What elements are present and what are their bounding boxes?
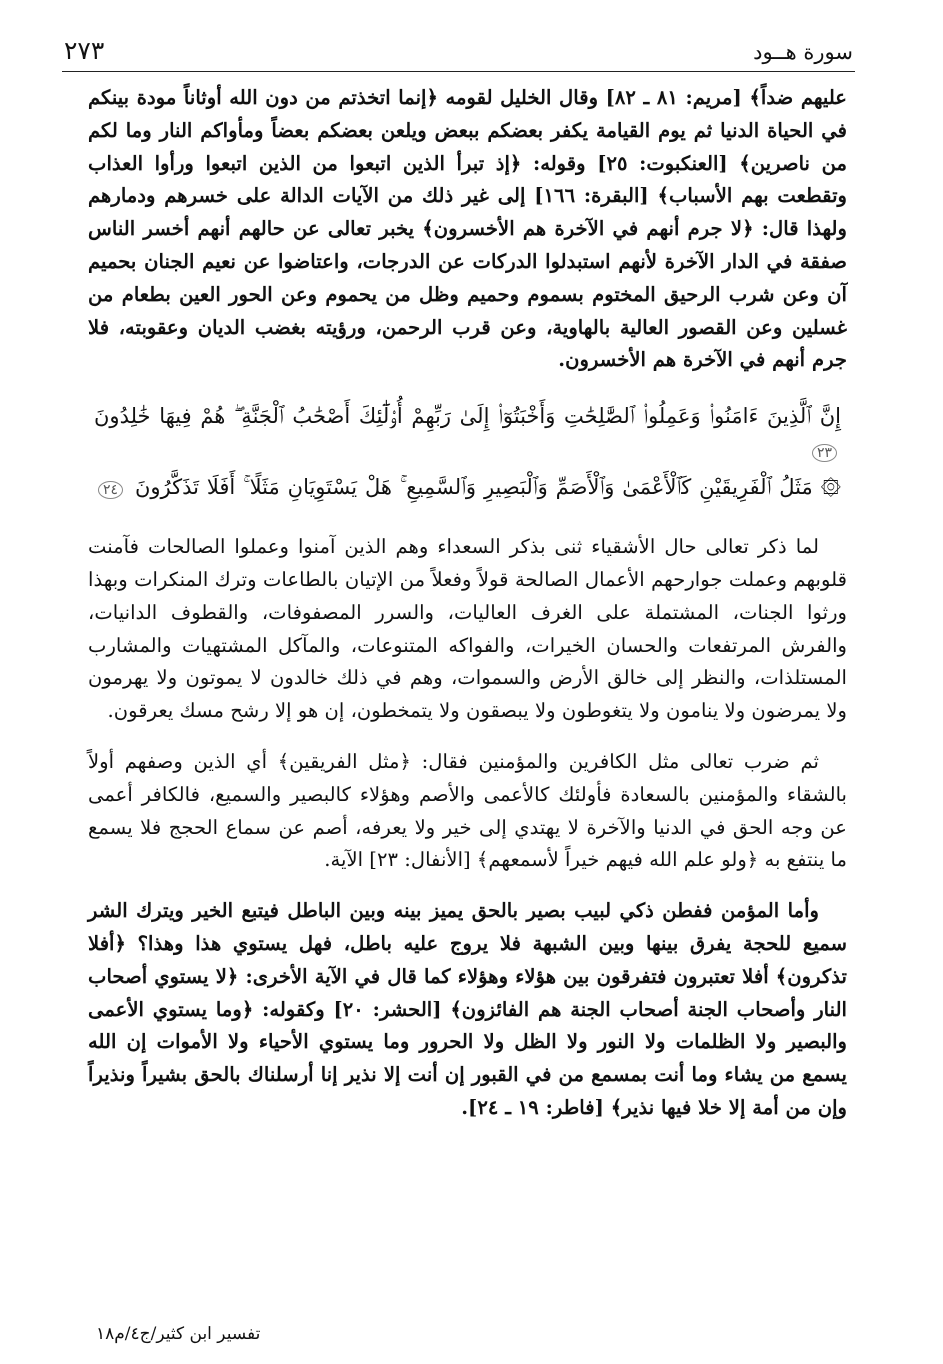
paragraph-4: وأما المؤمن ففطن ذكي لبيب بصير بالحق يميز بينه وبين الباطل فيتبع الخير ويترك الشر سميع للحجة يفرق بينها وبين الشبهة فلا يروج عليه باطل، فهل يستوي هذا وهذا؟ ﴿أفلا تذكرون﴾ أفلا تعتبرون فتفرقون بين هؤلاء وهؤلاء كما قال في الآية الأخرى: ﴿لا يستوي أصحاب النار وأصحاب الجنة أصحاب الجنة هم الفائزون﴾ [الحشر: ٢٠] وكقوله: ﴿وما يستوي الأعمى والبصير ولا الظلمات ولا النور ولا الظل ولا الحرور وما يستوي الأحياء ولا الأموات إن الله يسمع من يشاء وما أنت بمسمع من في القبور إن أنت إلا نذير إنا أرسلناك بالحق بشيراً ونذيراً وإن من أمة إلا خلا فيها نذير﴾ [فاطر: ١٩ ـ ٢٤]. [88,899,847,1119]
page-body [88,82,847,1125]
paragraph-2: لما ذكر تعالى حال الأشقياء ثنى بذكر السعداء وهم الذين آمنوا وعملوا الصالحات فآمنت قلوبهم وعملت جوارحهم الأعمال الصالحة قولاً وفعلاً من الإتيان بالطاعات وترك المنكرات وبهذا ورثوا الجنات، المشتملة على الغرف العاليات، والسرر المصفوفات، والقطوف الدانيات، والفرش المرتفعات والحسان الخيرات، والفواكه المتنوعات، والمآكل المشتهيات والمشارب المستلذات، والنظر إلى خالق الأرض والسموات، وهم في ذلك خالدون لا يموتون ولا يهرمون ولا يمرضون ولا ينامون ولا يتغوطون ولا يبصقون ولا يتمخطون، إن هو إلا رشح مسك يعرقون. [88,535,847,723]
paragraph-1: عليهم ضداً﴾ [مريم: ٨١ ـ ٨٢] وقال الخليل لقومه ﴿إنما اتخذتم من دون الله أوثاناً مودة بينكم في الحياة الدنيا ثم يوم القيامة يكفر بعضكم ببعض ويلعن بعضكم بعضاً ومأواكم النار وما لكم من ناصرين﴾ [العنكبوت: ٢٥] وقوله: ﴿إذ تبرأ الذين اتبعوا من الذين اتبعوا ورأوا العذاب وتقطعت بهم الأسباب﴾ [البقرة: ١٦٦] إلى غير ذلك من الآيات الدالة على خسرهم ودمارهم ولهذا قال: ﴿لا جرم أنهم في الآخرة هم الأخسرون﴾ يخبر تعالى عن حالهم أنهم أخسر الناس صفقة في الدار الآخرة لأنهم استبدلوا الدركات عن الدرجات، واعتاضوا عن نعيم الجنان بحميم آن وعن شرب الرحيق المختوم بسموم وحميم وظل من يحموم وعن الحور العين بطعام من غسلين وعن القصور العالية بالهاوية، وعن قرب الرحمن، ورؤيته بغضب الديان وعقوبته، فلا جرم أنهم في الآخرة هم الأخسرون. [88,86,847,372]
verse-24 [94,470,841,507]
page-header [64,36,853,70]
paragraph-3: ثم ضرب تعالى مثل الكافرين والمؤمنين فقال: ﴿مثل الفريقين﴾ أي الذين وصفهم أولاً بالشقاء والمؤمنين بالسعادة فأولئك كالأعمى والأصم وهؤلاء كالبصير والسميع، فالكافر أعمى عن وجه الحق في الدنيا والآخرة لا يهتدي إلى خير ولا يعرفه، أصم عن سماع الحجج فلا يسمع ما ينتفع به ﴿ولو علم الله فيهم خيراً لأسمعهم﴾ [الأنفال: ٢٣] الآية. [88,749,847,872]
running-title: سورة هــود [753,40,853,64]
verse-24-text: ۞ مَثَلُ ٱلْفَرِيقَيْنِ كَٱلْأَعْمَىٰ وَٱلْأَصَمِّ وَٱلْبَصِيرِ وَٱلسَّمِيعِ ۚ هَلْ يَسْتَوِيَانِ مَثَلًا ۚ أَفَلَا تَذَكَّرُونَ [134,475,841,500]
quran-verses [88,399,847,507]
verse-23-text: إِنَّ ٱلَّذِينَ ءَامَنُوا۟ وَعَمِلُوا۟ ٱلصَّٰلِحَٰتِ وَأَخْبَتُوٓا۟ إِلَىٰ رَبِّهِمْ أُو۟لَٰٓئِكَ أَصْحَٰبُ ٱلْجَنَّةِ ۖ هُمْ فِيهَا خَٰلِدُونَ [94,404,841,429]
header-rule [62,71,855,72]
page-footer: تفسير ابن كثير/ج٤/م١٨ [96,1324,261,1344]
verse-24-number: ٢٤ [98,481,123,499]
page-number: ٢٧٣ [64,36,105,65]
verse-23-number: ٢٣ [812,444,837,462]
verse-23 [94,399,841,470]
